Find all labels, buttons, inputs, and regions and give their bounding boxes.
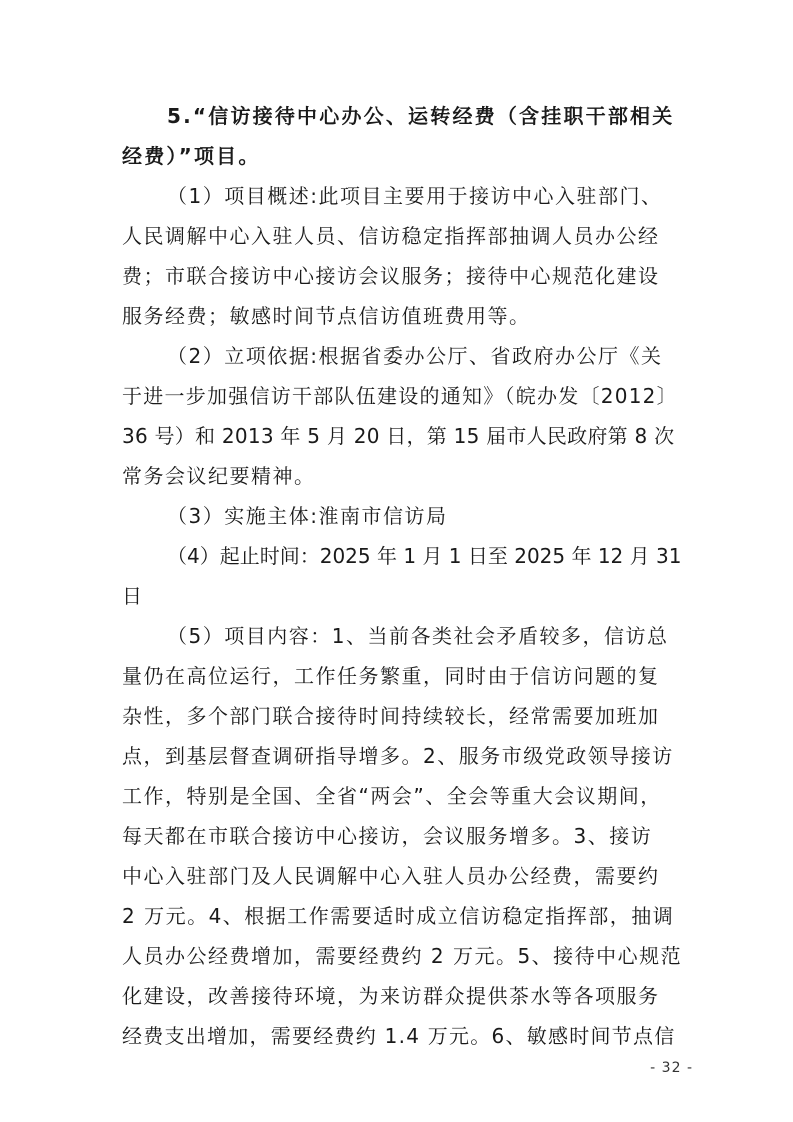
paragraph-line: （3）实施主体:淮南市信访局 [167, 504, 448, 528]
paragraph-line: 量仍在高位运行，工作任务繁重，同时由于信访问题的复 [122, 664, 660, 688]
paragraph-line: 人民调解中心入驻人员、信访稳定指挥部抽调人员办公经 [122, 224, 660, 248]
paragraph-line: 中心入驻部门及人民调解中心入驻人员办公经费，需要约 [122, 864, 660, 888]
paragraph-line: 化建设，改善接待环境，为来访群众提供茶水等各项服务 [122, 984, 660, 1008]
page-number: - 32 - [650, 1060, 693, 1076]
paragraph-line: 36 号）和 2013 年 5 月 20 日，第 15 届市人民政府第 8 次 [122, 424, 675, 448]
paragraph-line: （1）项目概述:此项目主要用于接访中心入驻部门、 [167, 184, 663, 208]
paragraph-line: 工作，特别是全国、全省“两会”、全会等重大会议期间， [122, 784, 662, 808]
paragraph-line: 人员办公经费增加，需要经费约 2 万元。5、接待中心规范 [122, 944, 683, 968]
paragraph-line: 2 万元。4、根据工作需要适时成立信访稳定指挥部，抽调 [122, 904, 675, 928]
paragraph-line: 服务经费；敏感时间节点信访值班费用等。 [122, 304, 531, 328]
paragraph-line: 常务会议纪要精神。 [122, 464, 316, 488]
paragraph-line: 日 [122, 584, 144, 608]
paragraph-line: 于进一步加强信访干部队伍建设的通知》（皖办发〔2012〕 [122, 384, 678, 408]
paragraph-line: 杂性，多个部门联合接待时间持续较长，经常需要加班加 [122, 704, 660, 728]
paragraph-line: 费；市联合接访中心接访会议服务；接待中心规范化建设 [122, 264, 660, 288]
paragraph-line: （4）起止时间：2025 年 1 月 1 日至 2025 年 12 月 31 [167, 544, 682, 568]
paragraph-line: 经费支出增加，需要经费约 1.4 万元。6、敏感时间节点信 [122, 1024, 676, 1048]
section-heading-line-1: 5.“信访接待中心办公、运转经费（含挂职干部相关 [167, 104, 675, 128]
section-heading-line-2: 经费）”项目。 [122, 144, 261, 168]
paragraph-line: 点，到基层督查调研指导增多。2、服务市级党政领导接访 [122, 744, 674, 768]
paragraph-line: （2）立项依据:根据省委办公厅、省政府办公厅《关 [167, 344, 663, 368]
paragraph-line: （5）项目内容：1、当前各类社会矛盾较多，信访总 [167, 624, 669, 648]
paragraph-line: 每天都在市联合接访中心接访，会议服务增多。3、接访 [122, 824, 653, 848]
